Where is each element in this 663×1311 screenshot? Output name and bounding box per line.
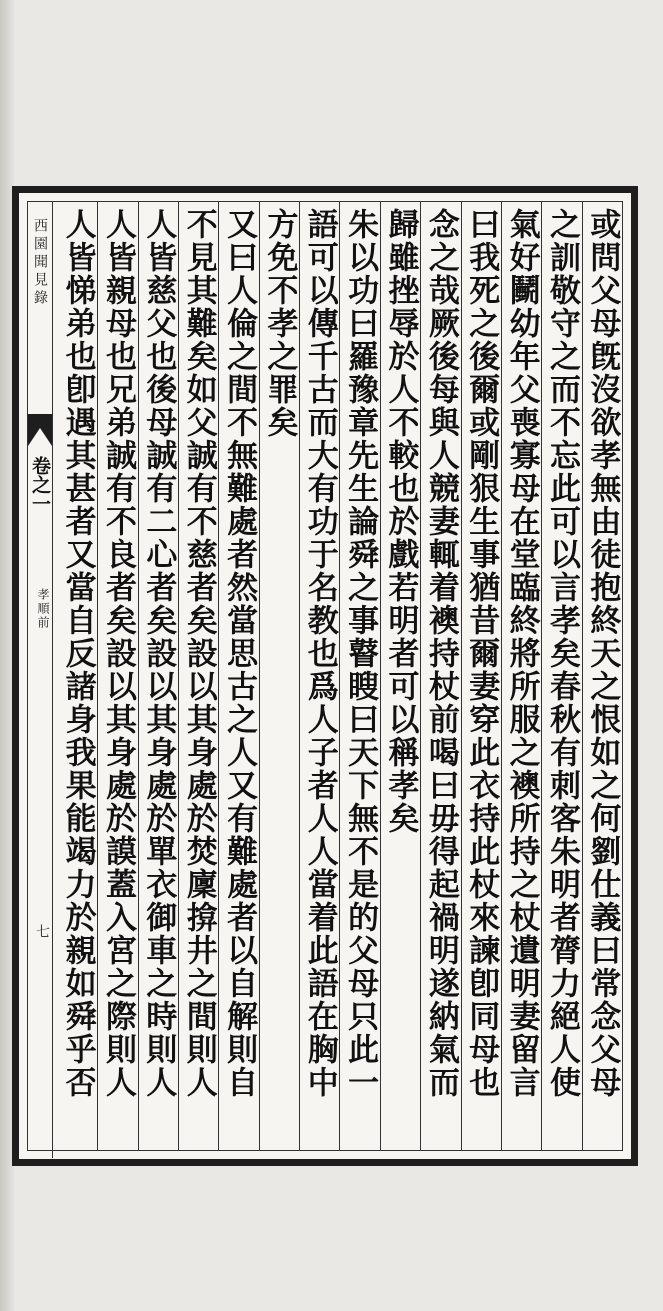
column-text: 朱以功曰羅豫章先生論舜之事瞽瞍曰天下無不是的父母只此一	[342, 208, 379, 1099]
section-label: 孝順前	[36, 588, 50, 630]
column-text: 曰我死之後爾或剛狠生事猶昔爾妻穿此衣持此杖來諫卽同母也	[463, 208, 500, 1099]
column-text: 語可以傳千古而大有功于名教也爲人子者人人當着此語在胸中	[301, 208, 338, 1099]
text-column	[461, 202, 501, 1150]
text-column	[501, 202, 541, 1150]
column-text: 人皆悌弟也卽遇其甚者又當自反諸身我果能竭力於親如舜乎否	[59, 208, 96, 1099]
column-text: 又曰人倫之間不無難處者然當思古之人又有難處者以自解則自	[221, 208, 258, 1099]
text-column	[97, 202, 137, 1150]
column-text: 之訓敬守之而不忘此可以言孝矣春秋有刺客朱明者膂力絕人使	[543, 208, 580, 1099]
column-text: 不見其難矣如父誠有不慈者矣設以其身處於焚廩揜井之間則人	[180, 208, 217, 1099]
text-column	[58, 202, 97, 1150]
margin-divider	[52, 928, 53, 1158]
text-column	[178, 202, 218, 1150]
fishtail-mark-icon	[28, 414, 52, 446]
book-title: 西園聞見錄	[32, 218, 48, 308]
text-block	[27, 201, 623, 1151]
column-text: 念之哉厥後每與人競妻輒着襖持杖前喝曰毋得起禍明遂納氣而	[422, 208, 459, 1099]
column-text: 方免不孝之罪矣	[261, 208, 298, 439]
text-column	[420, 202, 460, 1150]
page-frame	[12, 186, 638, 1166]
volume-label: 卷之一	[29, 456, 51, 513]
text-column	[339, 202, 379, 1150]
text-column	[218, 202, 258, 1150]
column-text: 歸雖挫辱於人不較也於戲若明者可以稱孝矣	[382, 208, 419, 835]
column-text: 人皆慈父也後母誠有二心者矣設以其身處於單衣御車之時則人	[140, 208, 177, 1099]
column-text: 或問父母旣沒欲孝無由徒抱終天之恨如之何劉仕義曰常念父母	[584, 208, 621, 1099]
text-columns	[58, 202, 622, 1150]
column-text: 氣好鬭幼年父喪寡母在堂臨終將所服之襖所持之杖遺明妻留言	[503, 208, 540, 1099]
column-text: 人皆親母也兄弟誠有不良者矣設以其身處於謨蓋入宮之際則人	[100, 208, 136, 1099]
text-column	[138, 202, 178, 1150]
text-column	[380, 202, 420, 1150]
text-column	[582, 202, 622, 1150]
page-number: 七	[34, 924, 50, 938]
text-column	[299, 202, 339, 1150]
text-column	[259, 202, 299, 1150]
center-margin-strip	[28, 202, 53, 1150]
text-column	[541, 202, 581, 1150]
